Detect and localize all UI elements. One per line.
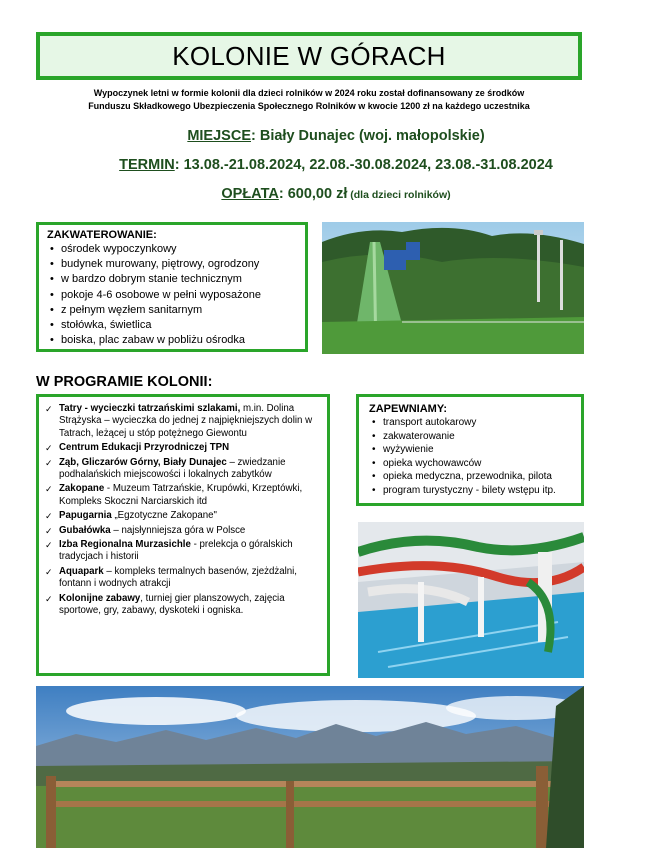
ski-jump-photo (322, 222, 584, 354)
location-line (36, 128, 636, 144)
list-item: • opieka wychowawców (383, 457, 573, 471)
accommodation-list (47, 242, 297, 348)
location-label: MIEJSCE (187, 128, 251, 144)
check-icon: ✓ (45, 525, 53, 536)
list-item: • transport autokarowy (383, 416, 573, 430)
term-line (36, 157, 636, 173)
list-item: ✓ Tatry - wycieczki tatrzańskimi szlakami, m.in. Dolina Strążyska – wycieczka do jednej z najpiękniejszych dolin w Tatrach, leżącej u stóp potężnego Giewontu (45, 403, 313, 439)
term-value: : 13.08.-21.08.2024, 22.08.-30.08.2024, 23.08.-31.08.2024 (174, 157, 553, 173)
list-item: • ośrodek wypoczynkowy (61, 242, 297, 257)
title-box (36, 32, 582, 80)
list-item: • opieka medyczna, przewodnika, pilota (383, 470, 573, 484)
list-item: ✓ Ząb, Gliczarów Górny, Biały Dunajec – zwiedzanie podhalańskich miejscowości i lokalnych zabytków (45, 456, 286, 481)
page-title: KOLONIE W GÓRACH (172, 40, 446, 71)
fee-note: (dla dzieci rolników) (347, 189, 451, 201)
list-item: ✓ Kolonijne zabawy, turniej gier planszowych, zajęcia sportowe, gry, zabawy, dyskoteki i ogniska. (45, 592, 285, 617)
list-item: ✓ Zakopane - Muzeum Tatrzańskie, Krupówki, Krzeptówki, Kompleks Skoczni Narciarskich itd (45, 483, 303, 507)
list-item: • wyżywienie (383, 443, 573, 457)
list-item: ✓ Gubałówka – najsłynniejsza góra w Polsce (45, 524, 246, 536)
list-item: • w bardzo dobrym stanie technicznym (61, 272, 297, 287)
intro-line-1: Wypoczynek letni w formie kolonii dla dzieci rolników w 2024 roku został dofinansowany ze środków (93, 88, 525, 98)
ensure-list (369, 416, 573, 498)
ensure-box (356, 394, 584, 506)
intro-line-2: Funduszu Składkowego Ubezpieczenia Społecznego Rolników w kwocie 1200 zł na każdego uczestnika (88, 101, 530, 111)
location-value: : Biały Dunajec (woj. małopolskie) (251, 128, 485, 144)
aquapark-photo (358, 522, 584, 678)
list-item: ✓ Centrum Edukacji Przyrodniczej TPN (45, 442, 230, 454)
program-header: W PROGRAMIE KOLONII: (36, 374, 213, 390)
list-item: • stołówka, świetlica (61, 318, 297, 333)
check-icon: ✓ (45, 457, 53, 468)
ensure-header: ZAPEWNIAMY: (369, 403, 448, 415)
list-item: ✓ Aquapark – kompleks termalnych basenów, zjeżdżalni, fontann i wodnych atrakcji (45, 565, 297, 590)
list-item: • boiska, plac zabaw w pobliżu ośrodka (61, 333, 297, 348)
list-item: • z pełnym węzłem sanitarnym (61, 303, 297, 318)
check-icon: ✓ (45, 593, 53, 604)
intro-text (36, 87, 582, 113)
accommodation-header: ZAKWATEROWANIE: (47, 229, 157, 241)
term-label: TERMIN (119, 157, 175, 173)
check-icon: ✓ (45, 511, 53, 522)
check-icon: ✓ (45, 443, 53, 454)
list-item: • budynek murowany, piętrowy, ogrodzony (61, 257, 297, 272)
program-list (45, 403, 321, 618)
list-item: • program turystyczny - bilety wstępu itp. (383, 484, 573, 498)
check-icon: ✓ (45, 540, 53, 551)
list-item: ✓ Izba Regionalna Murzasichle - prelekcja o góralskich tradycjach i historii (45, 539, 293, 563)
accommodation-box (36, 222, 308, 352)
fee-value: : 600,00 zł (278, 186, 348, 202)
check-icon: ✓ (45, 566, 53, 577)
fee-line (36, 186, 636, 202)
list-item: ✓ Papugarnia „Egzotyczne Zakopane" (45, 510, 217, 522)
list-item: • pokoje 4-6 osobowe w pełni wyposażone (61, 288, 297, 303)
program-box (36, 394, 330, 676)
mountain-panorama-photo (36, 686, 584, 848)
fee-label: OPŁATA (221, 186, 279, 202)
check-icon: ✓ (45, 484, 53, 495)
list-item: • zakwaterowanie (383, 430, 573, 444)
check-icon: ✓ (45, 404, 53, 414)
